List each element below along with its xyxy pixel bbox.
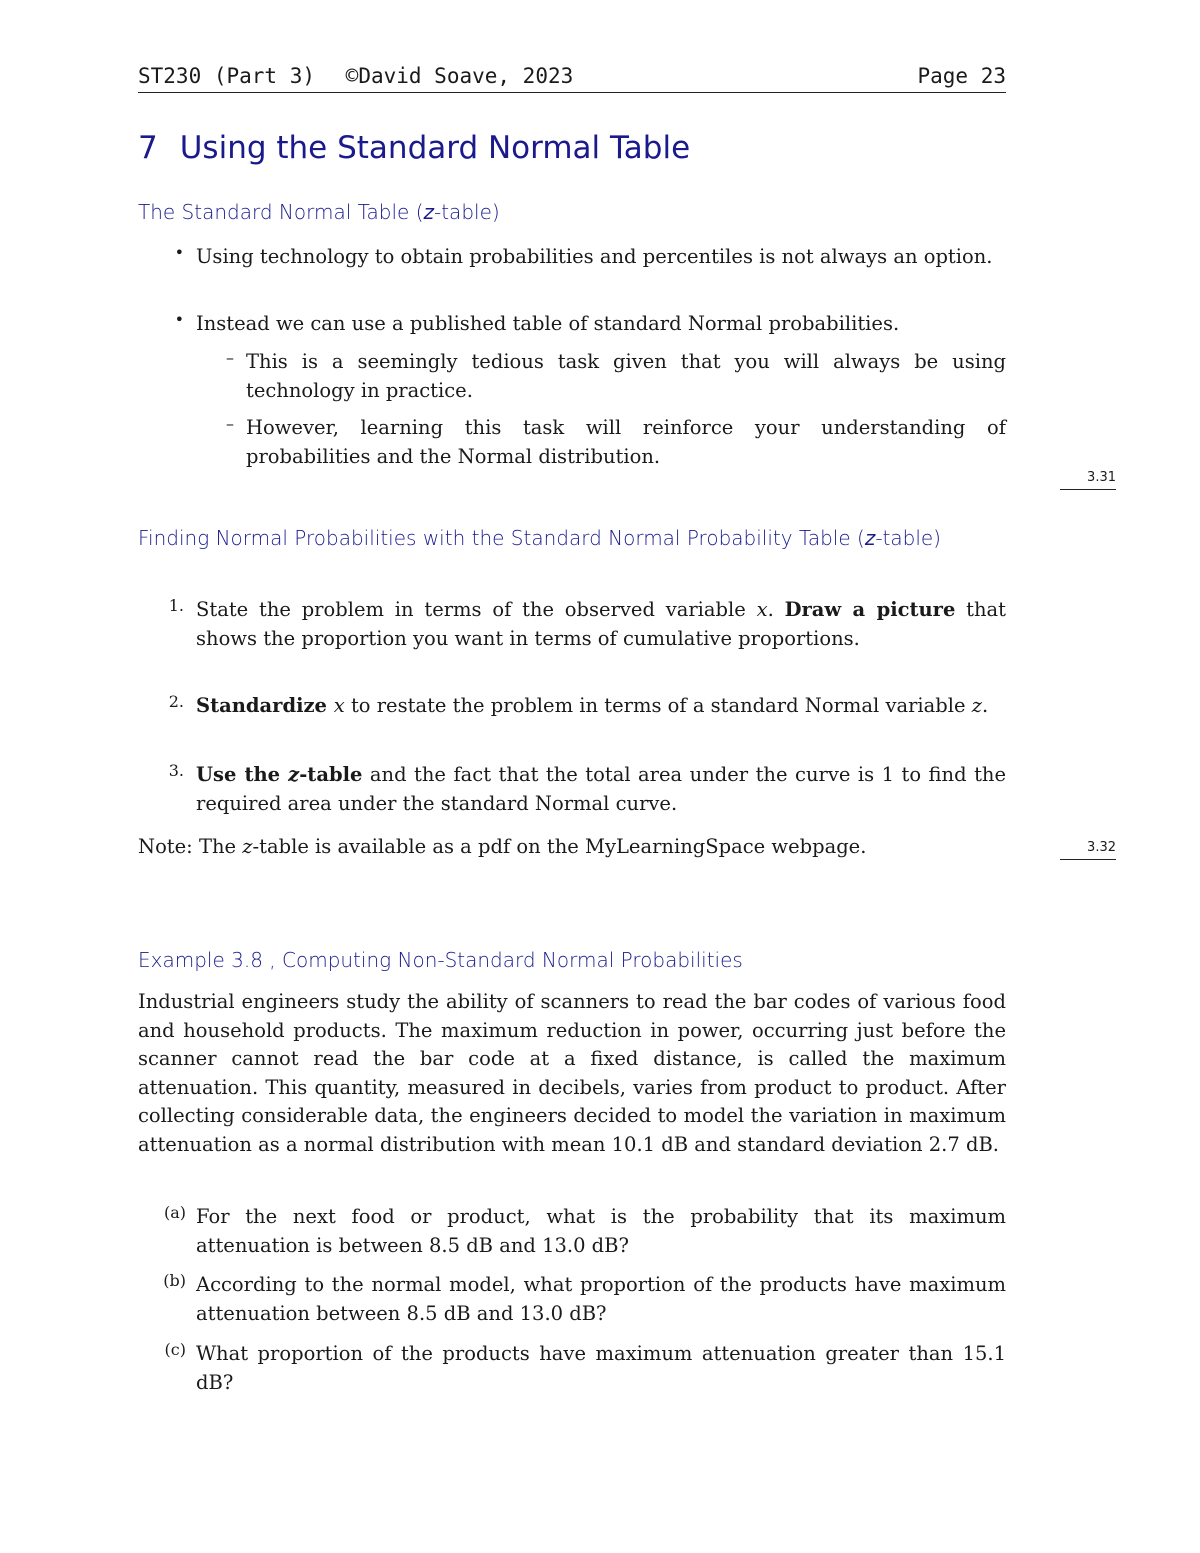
step-number: 1. — [168, 596, 184, 615]
step-1-text-end: that shows the proportion you want in terms of cumulative proportions. — [196, 598, 1007, 650]
course-code: ST230 (Part 3) — [138, 64, 316, 88]
page-header — [138, 64, 1006, 93]
question-a: For the next food or product, what is the probability that its maximum attenuation is between 8.5 dB and 13.0 dB? — [196, 1205, 1006, 1257]
step-2-end: . — [982, 694, 989, 717]
dash-marker: – — [226, 348, 234, 367]
step-3 — [196, 761, 1006, 818]
step-1-var: x — [756, 598, 768, 621]
step-2-emphasis: Standardize — [196, 694, 334, 717]
step-3-bold-end: -table — [299, 763, 363, 786]
step-3-emphasis — [196, 763, 362, 786]
page-number: Page 23 — [917, 64, 1006, 88]
subhead-z-table — [138, 198, 1006, 226]
part-label: (c) — [164, 1340, 186, 1359]
question-b: According to the normal model, what proportion of the products have maximum attenuation between 8.5 dB and 13.0 dB? — [196, 1273, 1006, 1325]
subhead-var: z — [423, 200, 434, 224]
subhead-text: Finding Normal Probabilities with the Standard Normal Probability Table ( — [138, 526, 865, 550]
subhead-text-end: -table) — [434, 200, 500, 224]
example-paragraph: Industrial engineers study the ability of scanners to read the bar codes of various food and household products. The maximum reduction in power, occurring just before the scanner cannot read the bar code at a fixed distance, is called the maximum attenuation. This quantity, measured in decibels, varies from product to product. After collecting considerable data, the engineers decided to model the variation in maximum attenuation as a normal distribution with mean 10.1 dB and standard deviation 2.7 dB. — [138, 990, 1006, 1156]
subhead-text-end: -table) — [875, 526, 941, 550]
step-2 — [196, 692, 1006, 721]
copyright: ©David Soave, 2023 — [345, 64, 574, 88]
note-text-end: -table is available as a pdf on the MyLearningSpace webpage. — [252, 835, 867, 858]
step-3-var: z — [288, 763, 300, 786]
note-line — [138, 833, 1006, 862]
step-1-text: State the problem in terms of the observed variable — [196, 598, 757, 621]
subhead-text: The Standard Normal Table ( — [138, 200, 424, 224]
subhead-var: z — [864, 526, 876, 550]
part-label: (a) — [163, 1203, 186, 1222]
bullet-item-1: Using technology to obtain probabilities and percentiles is not always an option. — [196, 245, 993, 268]
section-title-text: Using the Standard Normal Table — [179, 130, 691, 166]
section-number: 7 — [138, 130, 158, 166]
margin-note-3-32: 3.32 — [1060, 840, 1116, 860]
step-1-sep: . — [767, 598, 785, 621]
bullet-marker: • — [174, 243, 184, 262]
step-3-bold-text: Use the — [196, 763, 289, 786]
dash-marker: – — [226, 414, 234, 433]
step-1 — [196, 596, 1006, 653]
step-2-text: to restate the problem in terms of a standard Normal variable — [344, 694, 972, 717]
margin-note-3-31: 3.31 — [1060, 470, 1116, 490]
part-label: (b) — [163, 1271, 186, 1290]
bullet-item-2: Instead we can use a published table of standard Normal probabilities. — [196, 312, 900, 335]
bullet-marker: • — [174, 310, 184, 329]
step-2-var-z: z — [971, 694, 983, 717]
example-heading: Example 3.8 , Computing Non-Standard Normal Probabilities — [138, 948, 743, 972]
step-1-emphasis: Draw a picture — [784, 598, 956, 621]
dash-item-2: However, learning this task will reinforce your understanding of probabilities and the Normal distribution. — [246, 416, 1006, 468]
question-c: What proportion of the products have maximum attenuation greater than 15.1 dB? — [196, 1342, 1006, 1394]
note-text: Note: The — [138, 835, 243, 858]
header-left — [138, 64, 591, 88]
note-var: z — [242, 835, 253, 858]
step-3-text: and the fact that the total area under the curve is 1 to find the required area under the standard Normal curve. — [196, 763, 1007, 815]
section-title — [138, 130, 690, 166]
dash-item-1: This is a seemingly tedious task given that you will always be using technology in practice. — [246, 350, 1006, 402]
step-number: 2. — [168, 692, 184, 711]
step-number: 3. — [168, 761, 184, 780]
subhead-finding-probabilities — [138, 524, 1006, 552]
step-2-var: x — [333, 694, 345, 717]
